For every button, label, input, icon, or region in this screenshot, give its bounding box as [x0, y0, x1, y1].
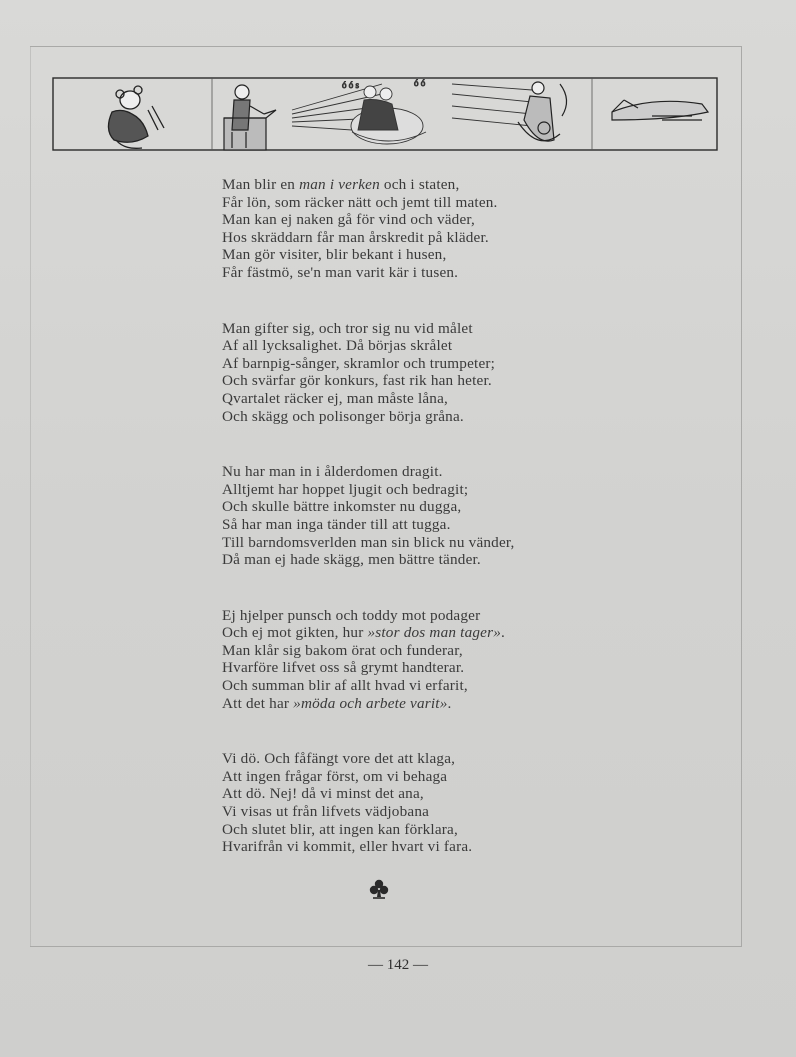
poem-line: Vi visas ut från lifvets vädjobana [222, 803, 430, 821]
poem-line: Att det har »möda och arbete varit». [222, 694, 452, 712]
poem-line: Alltjemt har hoppet ljugit och bedragit; [222, 480, 469, 498]
poem-line: Hvarifrån vi kommit, eller hvart vi fara. [222, 838, 473, 856]
poem-line: Ej hjelper punsch och toddy mot podager [222, 606, 481, 624]
poem-line: Att dö. Nej! då vi minst det ana, [222, 785, 424, 803]
stanza-3 [222, 463, 582, 569]
poem-line: Nu har man in i ålderdomen dragit. [222, 463, 443, 481]
poem-line: Qvartalet räcker ej, man måste låna, [222, 389, 449, 407]
club-ornament-icon [367, 877, 391, 901]
stanza-2 [222, 320, 582, 426]
poem-line: Af barnpig-sånger, skramlor och trumpeter; [222, 354, 496, 372]
poem-line: Till barndomsverlden man sin blick nu vänder, [222, 533, 515, 551]
poem-line: Vi dö. Och fåfängt vore det att klaga, [222, 750, 456, 768]
poem-line: Man klår sig bakom örat och funderar, [222, 641, 463, 659]
poem-line: Så har man inga tänder till att tugga. [222, 515, 451, 533]
frame-line-top [30, 46, 742, 47]
poem-line: Hvarföre lifvet oss så grymt handterar. [222, 659, 465, 677]
svg-text:ó ó s: ó ó s [342, 80, 360, 90]
illustrated-header-banner [52, 70, 718, 152]
poem-line: Att ingen frågar först, om vi behaga [222, 767, 448, 785]
poem-line: Och summan blir af allt hvad vi erfarit, [222, 677, 468, 695]
stanza-5 [222, 750, 582, 856]
poem-line: Man gifter sig, och tror sig nu vid målet [222, 319, 473, 337]
poem-line: Man kan ej naken gå för vind och väder, [222, 211, 476, 229]
frame-line-right [741, 46, 742, 947]
poem-line: Får lön, som räcker nätt och jemt till maten. [222, 193, 498, 211]
poem-line: Får fästmö, se'n man varit kär i tusen. [222, 263, 459, 281]
poem-line: Och svärfar gör konkurs, fast rik han heter. [222, 372, 492, 390]
poem [222, 176, 582, 894]
page-number: — 142 — [368, 957, 428, 973]
poem-line: Af all lycksalighet. Då börjas skrålet [222, 337, 453, 355]
poem-line: Och ej mot gikten, hur »stor dos man tager». [222, 624, 506, 642]
poem-line: Och skägg och polisonger börja gråna. [222, 407, 464, 425]
poem-line: Hos skräddarn får man årskredit på kläder. [222, 228, 489, 246]
frame-line-bottom [30, 946, 742, 947]
poem-line: Man blir en man i verken och i staten, [222, 176, 460, 193]
poem-line: Och skulle bättre inkomster nu dugga, [222, 498, 462, 516]
frame-line-left [30, 46, 31, 947]
poem-line: Man gör visiter, blir bekant i husen, [222, 246, 447, 264]
stanza-4 [222, 607, 582, 713]
poem-line: Och slutet blir, att ingen kan förklara, [222, 820, 458, 838]
stanza-1 [222, 176, 582, 282]
svg-text:ó ó: ó ó [414, 78, 426, 88]
poem-line: Då man ej hade skägg, men bättre tänder. [222, 551, 481, 569]
